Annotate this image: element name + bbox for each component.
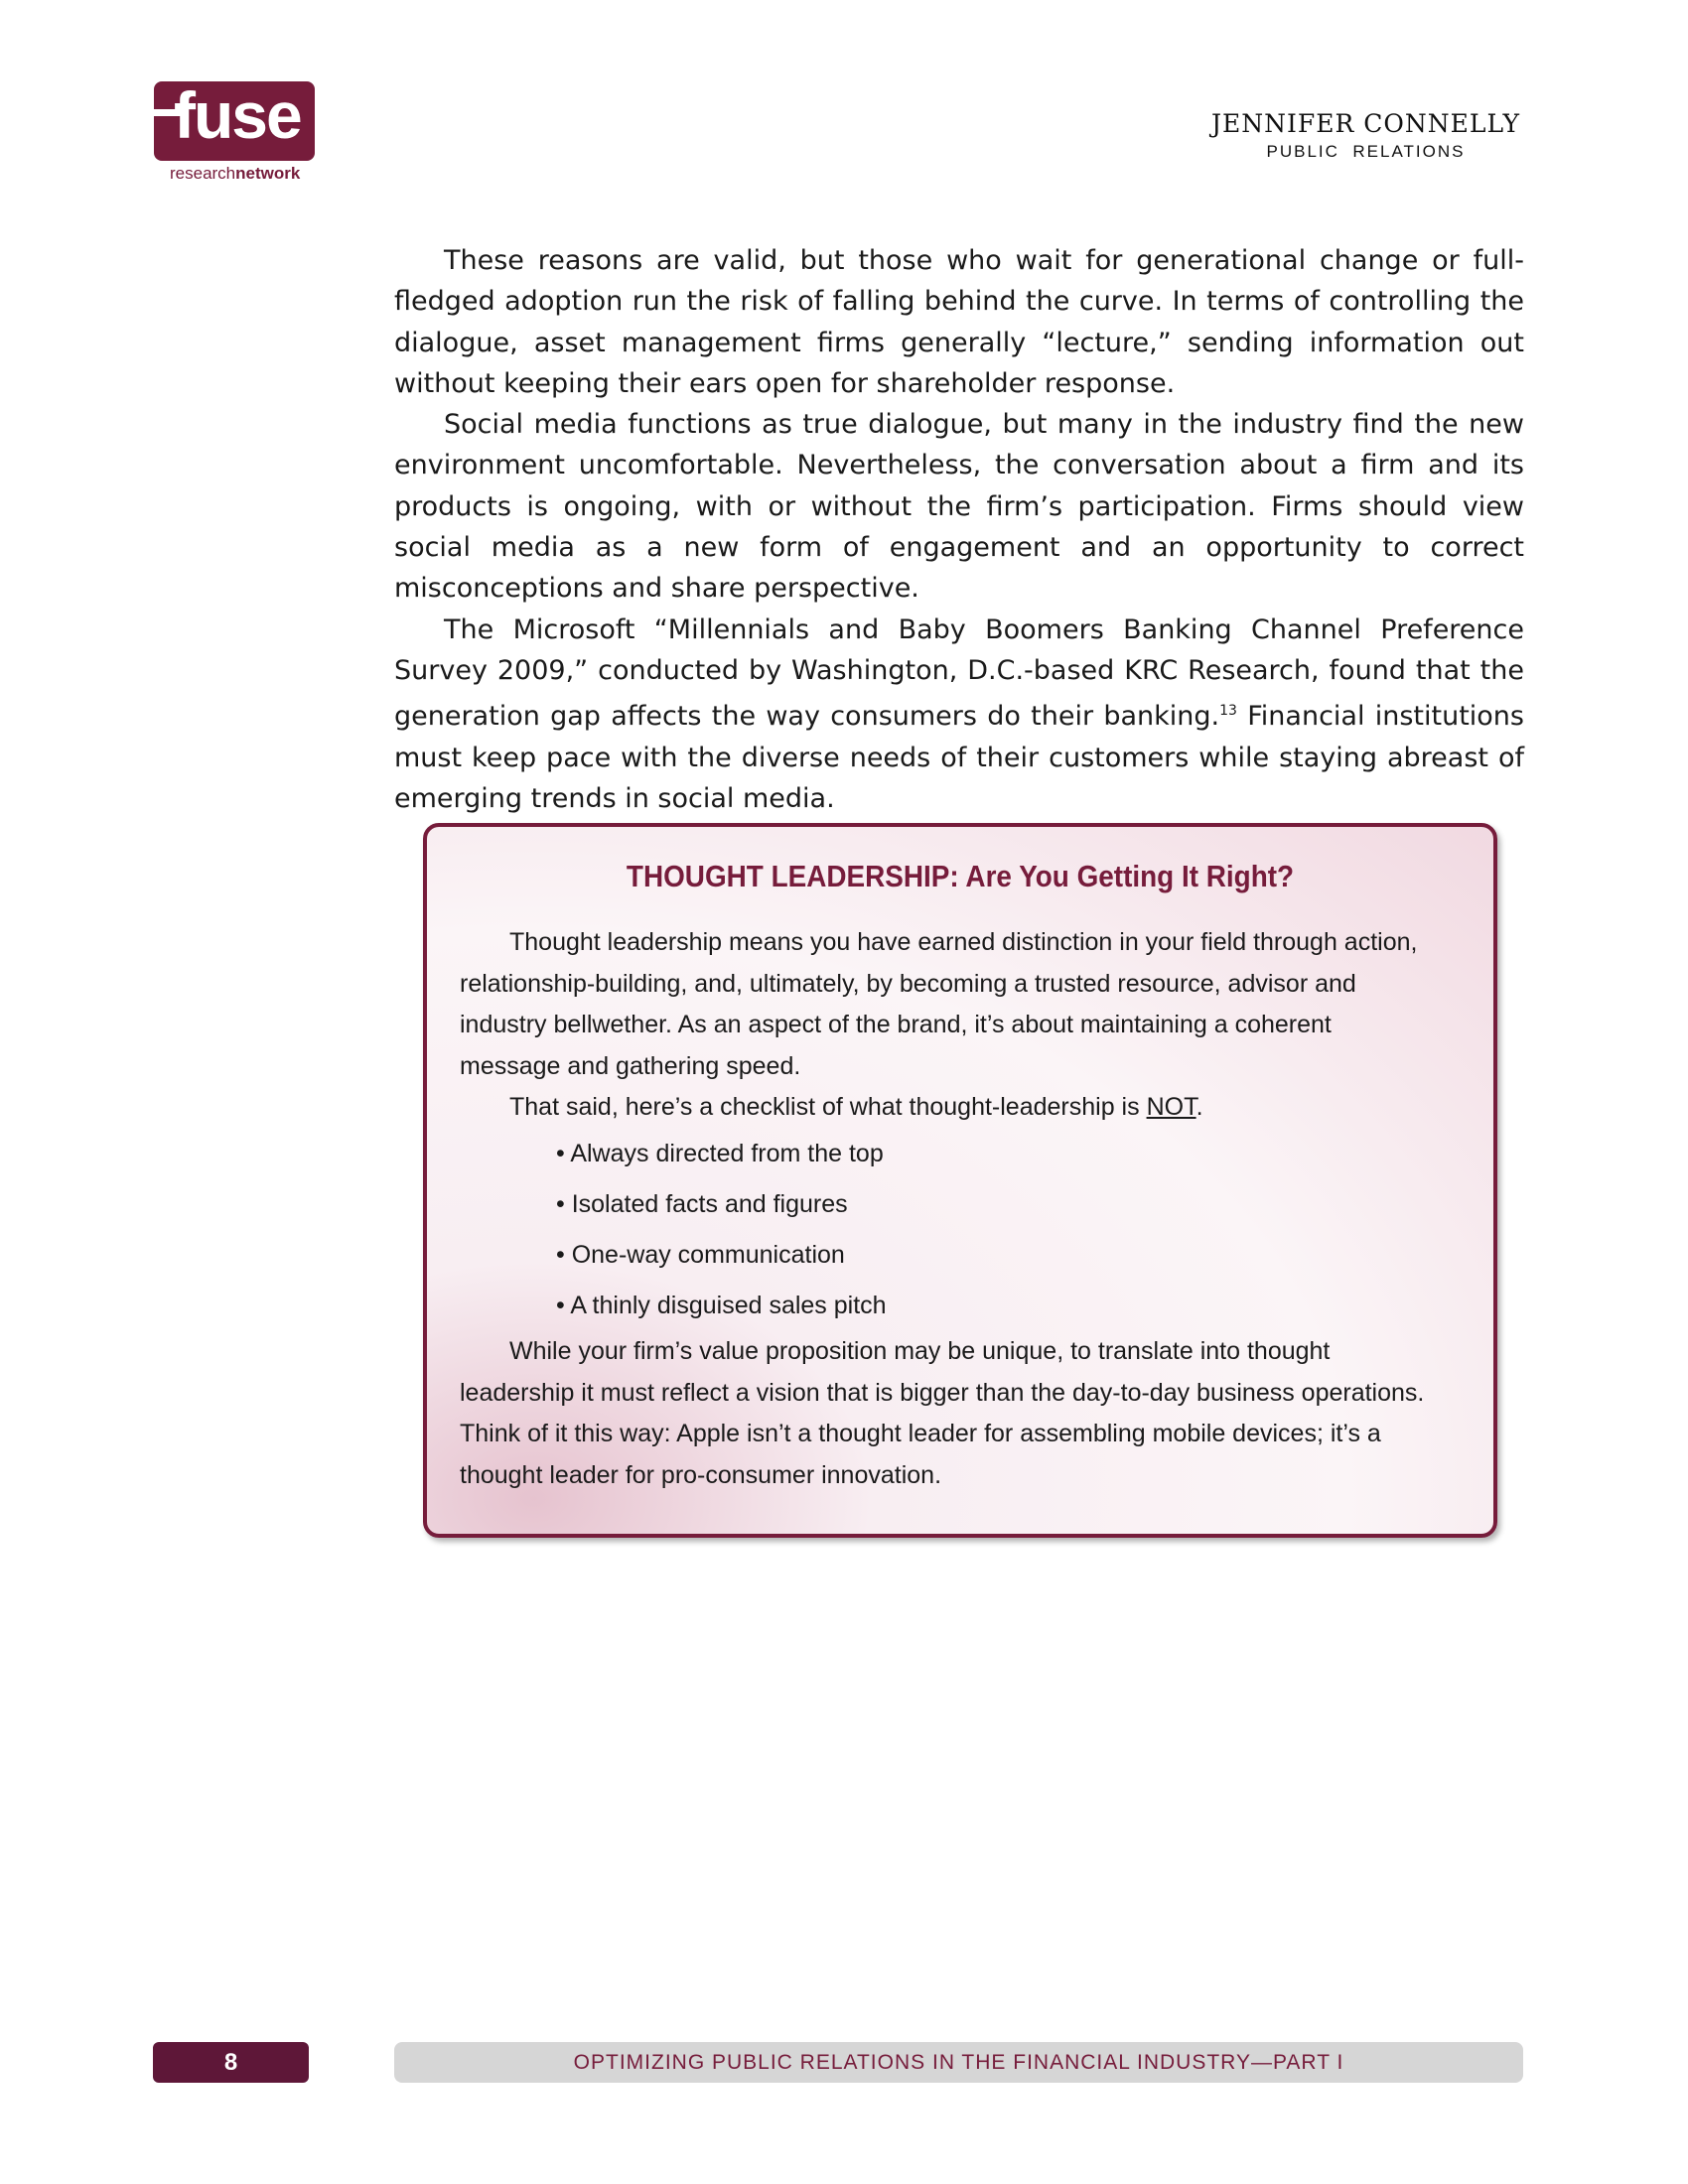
- paragraph: Social media functions as true dialogue, but many in the industry find the new environment uncomfortable. Nevertheless, the conversation about a firm and its products is ongoing, with or without the firm’s participation. Firms should view social media as a new form of engagement and an opportunity to correct misconceptions and share perspective.: [394, 409, 1524, 605]
- logo-sub-bold: network: [235, 164, 301, 183]
- paragraph: These reasons are valid, but those who wait for generational change or full-fledged adoption run the risk of falling behind the curve. In terms of controlling the dialogue, asset management firms generally “lecture,” sending information out without keeping their ears open for shareholder response.: [394, 245, 1524, 399]
- box-title: THOUGHT LEADERSHIP: Are You Getting It Right?: [626, 859, 1295, 893]
- logo-word: fuse: [174, 78, 301, 152]
- page-number: 8: [153, 2042, 309, 2083]
- box-intro: Thought leadership means you have earned distinction in your field through action, relationship-building, and, ultimately, by becoming a trusted resource, advisor and industry bellwether. As an aspect of the brand, it’s about maintaining a coherent message and gathering speed.: [460, 928, 1418, 1080]
- footnote-ref: 13: [1219, 703, 1237, 720]
- paragraph-text-end: Financial institutions must keep pace with the diverse needs of their customers while staying abreast of emerging trends in social media.: [394, 701, 1524, 814]
- logo-sub-light: research: [170, 164, 236, 183]
- logo-subtitle: [170, 164, 300, 184]
- box-closing: While your firm’s value proposition may be unique, to translate into thought leadership it must reflect a vision that is bigger than the day-to-day business operations. Think of it this way: Apple isn’t a thought leader for assembling mobile devices; it’s a thought leader for pro-consumer innovation.: [460, 1336, 1425, 1489]
- paragraph-text: The Microsoft “Millennials and Baby Boomers Banking Channel Preference Survey 2009,” conducted by Washington, D.C.-based KRC Research, found that the generation gap affects the way consumers do their banking.: [394, 614, 1524, 733]
- thought-leadership-box: [423, 823, 1497, 1538]
- body-text: [394, 240, 1524, 819]
- footer-title: OPTIMIZING PUBLIC RELATIONS IN THE FINANCIAL INDUSTRY—PART I: [394, 2042, 1523, 2083]
- firm-name: JENNIFER CONNELLY: [1211, 109, 1520, 138]
- box-text: [460, 922, 1427, 1496]
- checklist-item: • Isolated facts and figures: [556, 1189, 848, 1218]
- firm-logo: [1211, 109, 1520, 162]
- not-emphasis: NOT: [1146, 1093, 1196, 1122]
- checklist-item: • A thinly disguised sales pitch: [556, 1291, 887, 1319]
- checklist-item: • Always directed from the top: [556, 1139, 884, 1167]
- checklist-item: • One-way communication: [556, 1240, 845, 1269]
- checklist-lead: That said, here’s a checklist of what thought-leadership is NOT.: [509, 1093, 1203, 1122]
- checklist-lead-text: That said, here’s a checklist of what thought-leadership is: [509, 1093, 1147, 1122]
- checklist: [460, 1129, 1427, 1331]
- fuse-logo: [154, 78, 315, 161]
- paragraph: [394, 610, 1524, 819]
- firm-subtitle: PUBLIC RELATIONS: [1266, 142, 1466, 161]
